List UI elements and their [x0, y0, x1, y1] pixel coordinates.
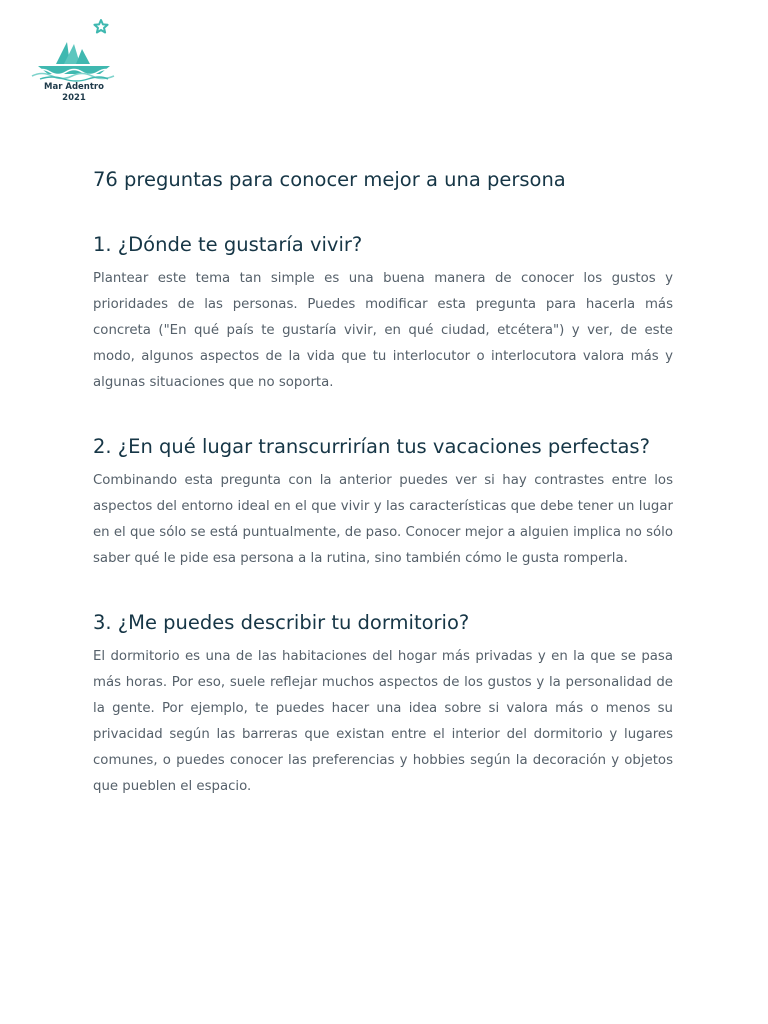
question-section-2 [93, 434, 673, 572]
paper-boat-logo-icon [30, 16, 118, 82]
document-title: 76 preguntas para conocer mejor a una persona [93, 168, 566, 191]
brand-name: Mar Adentro [44, 82, 104, 92]
brand-year: 2021 [62, 93, 86, 103]
brand-logo [30, 16, 118, 108]
question-heading: 1. ¿Dónde te gustaría vivir? [93, 233, 363, 256]
question-body: Plantear este tema tan simple es una buena manera de conocer los gustos y prioridades de las personas. Puedes modificar esta pregunta para hacerla más concreta ("En qué país te gustaría vivir, en qué ciudad, etcétera") y ver, de este modo, algunos aspectos de la vida que tu interlocutor o interlocutora valora más y algunas situaciones que no soporta. [93, 271, 673, 390]
question-body: Combinando esta pregunta con la anterior puedes ver si hay contrastes entre los aspectos del entorno ideal en el que vivir y las características que debe tener un lugar en el que sólo se está puntualmente, de paso. Conocer mejor a alguien implica no sólo saber qué le pide esa persona a la rutina, sino también cómo le gusta romperla. [93, 473, 673, 566]
question-section-3 [93, 610, 673, 800]
question-body: El dormitorio es una de las habitaciones del hogar más privadas y en la que se pasa más horas. Por eso, suele reflejar muchos aspectos de los gustos y la personalidad de la gente. Por ejemplo, te puedes hacer una idea sobre si valora más o menos su privacidad según las barreras que existan entre el interior del dormitorio y lugares comunes, o puedes conocer las preferencias y hobbies según la decoración y objetos que pueblen el espacio. [93, 649, 673, 794]
question-section-1 [93, 232, 673, 396]
document-body [93, 166, 673, 800]
question-heading: 3. ¿Me puedes describir tu dormitorio? [93, 611, 470, 634]
star-icon [94, 20, 107, 33]
question-heading: 2. ¿En qué lugar transcurrirían tus vacaciones perfectas? [93, 435, 650, 458]
